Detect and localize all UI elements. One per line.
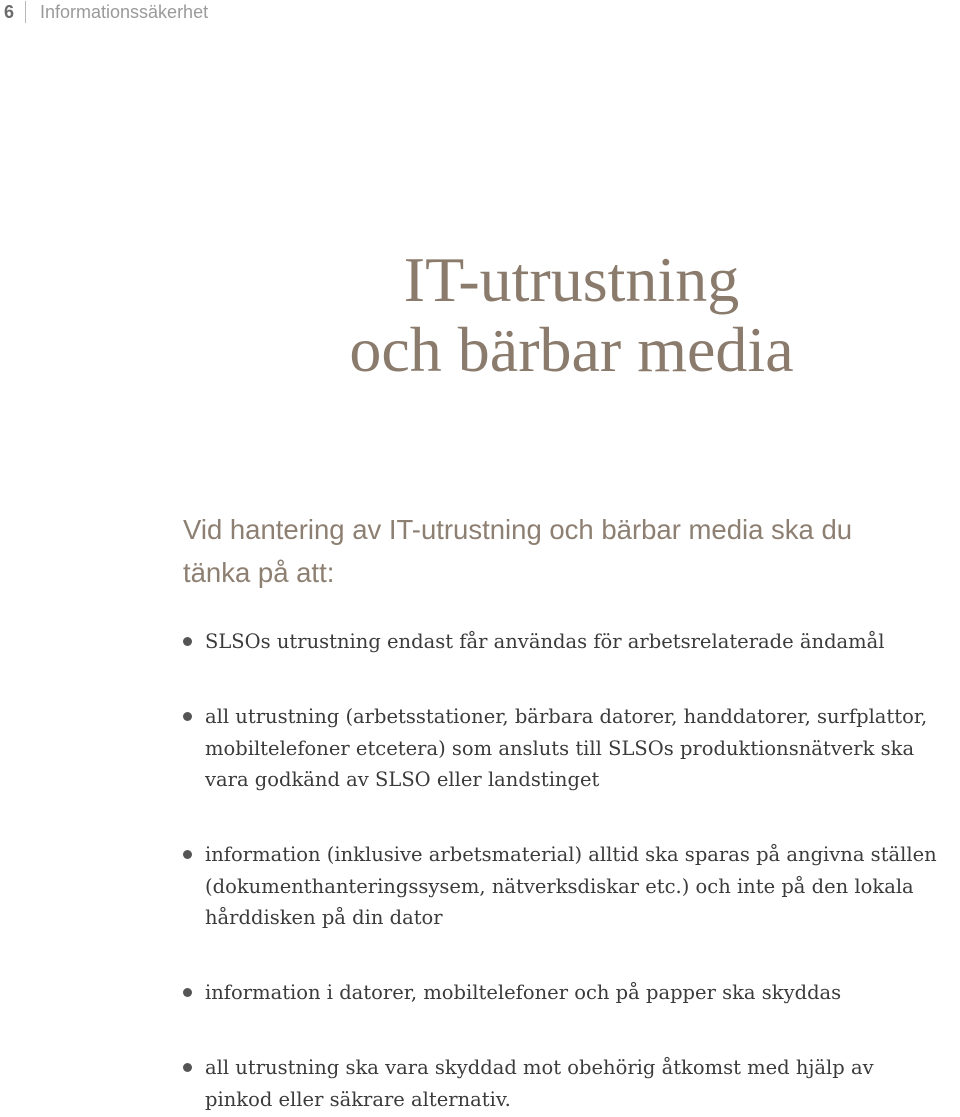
list-item	[183, 839, 953, 934]
list-item-line: pinkod eller säkrare alternativ.	[205, 1087, 511, 1111]
header-divider	[25, 1, 26, 23]
intro-line: tänka på att:	[183, 557, 335, 588]
bullet-dot-icon	[183, 637, 192, 646]
intro-line: Vid hantering av IT-utrustning och bärbar media ska du	[183, 514, 853, 545]
intro-paragraph	[183, 508, 852, 594]
bullet-dot-icon	[183, 1063, 192, 1072]
bullet-list	[183, 626, 953, 1115]
page-title-line: IT-utrustning	[403, 244, 740, 315]
bullet-dot-icon	[183, 988, 192, 997]
bullet-dot-icon	[183, 850, 192, 859]
list-item	[183, 977, 953, 1009]
bullet-dot-icon	[183, 712, 192, 721]
section-title: Informationssäkerhet	[40, 2, 209, 22]
list-item-line: hårddisken på din dator	[205, 906, 443, 929]
page-title	[183, 245, 960, 385]
list-item	[183, 701, 953, 796]
list-item-line: vara godkänd av SLSO eller landstinget	[205, 768, 600, 791]
list-item-line: all utrustning (arbetsstationer, bärbara datorer, handdatorer, surfplattor,	[205, 705, 928, 728]
page-title-line: och bärbar media	[349, 314, 794, 385]
list-item	[183, 626, 953, 658]
list-item	[183, 1052, 953, 1115]
list-item-line: SLSOs utrustning endast får användas för arbetsrelaterade ändamål	[205, 630, 885, 653]
running-header	[4, 0, 264, 24]
list-item-line: information i datorer, mobiltelefoner och på papper ska skyddas	[205, 981, 842, 1004]
list-item-line: all utrustning ska vara skyddad mot obehörig åtkomst med hjälp av	[205, 1056, 874, 1079]
list-item-line: information (inklusive arbetsmaterial) alltid ska sparas på angivna ställen	[205, 843, 937, 866]
list-item-line: (dokumenthanteringssysem, nätverksdiskar etc.) och inte på den lokala	[205, 874, 914, 898]
page-number: 6	[4, 2, 15, 22]
list-item-line: mobiltelefoner etcetera) som ansluts till SLSOs produktionsnätverk ska	[205, 736, 915, 760]
